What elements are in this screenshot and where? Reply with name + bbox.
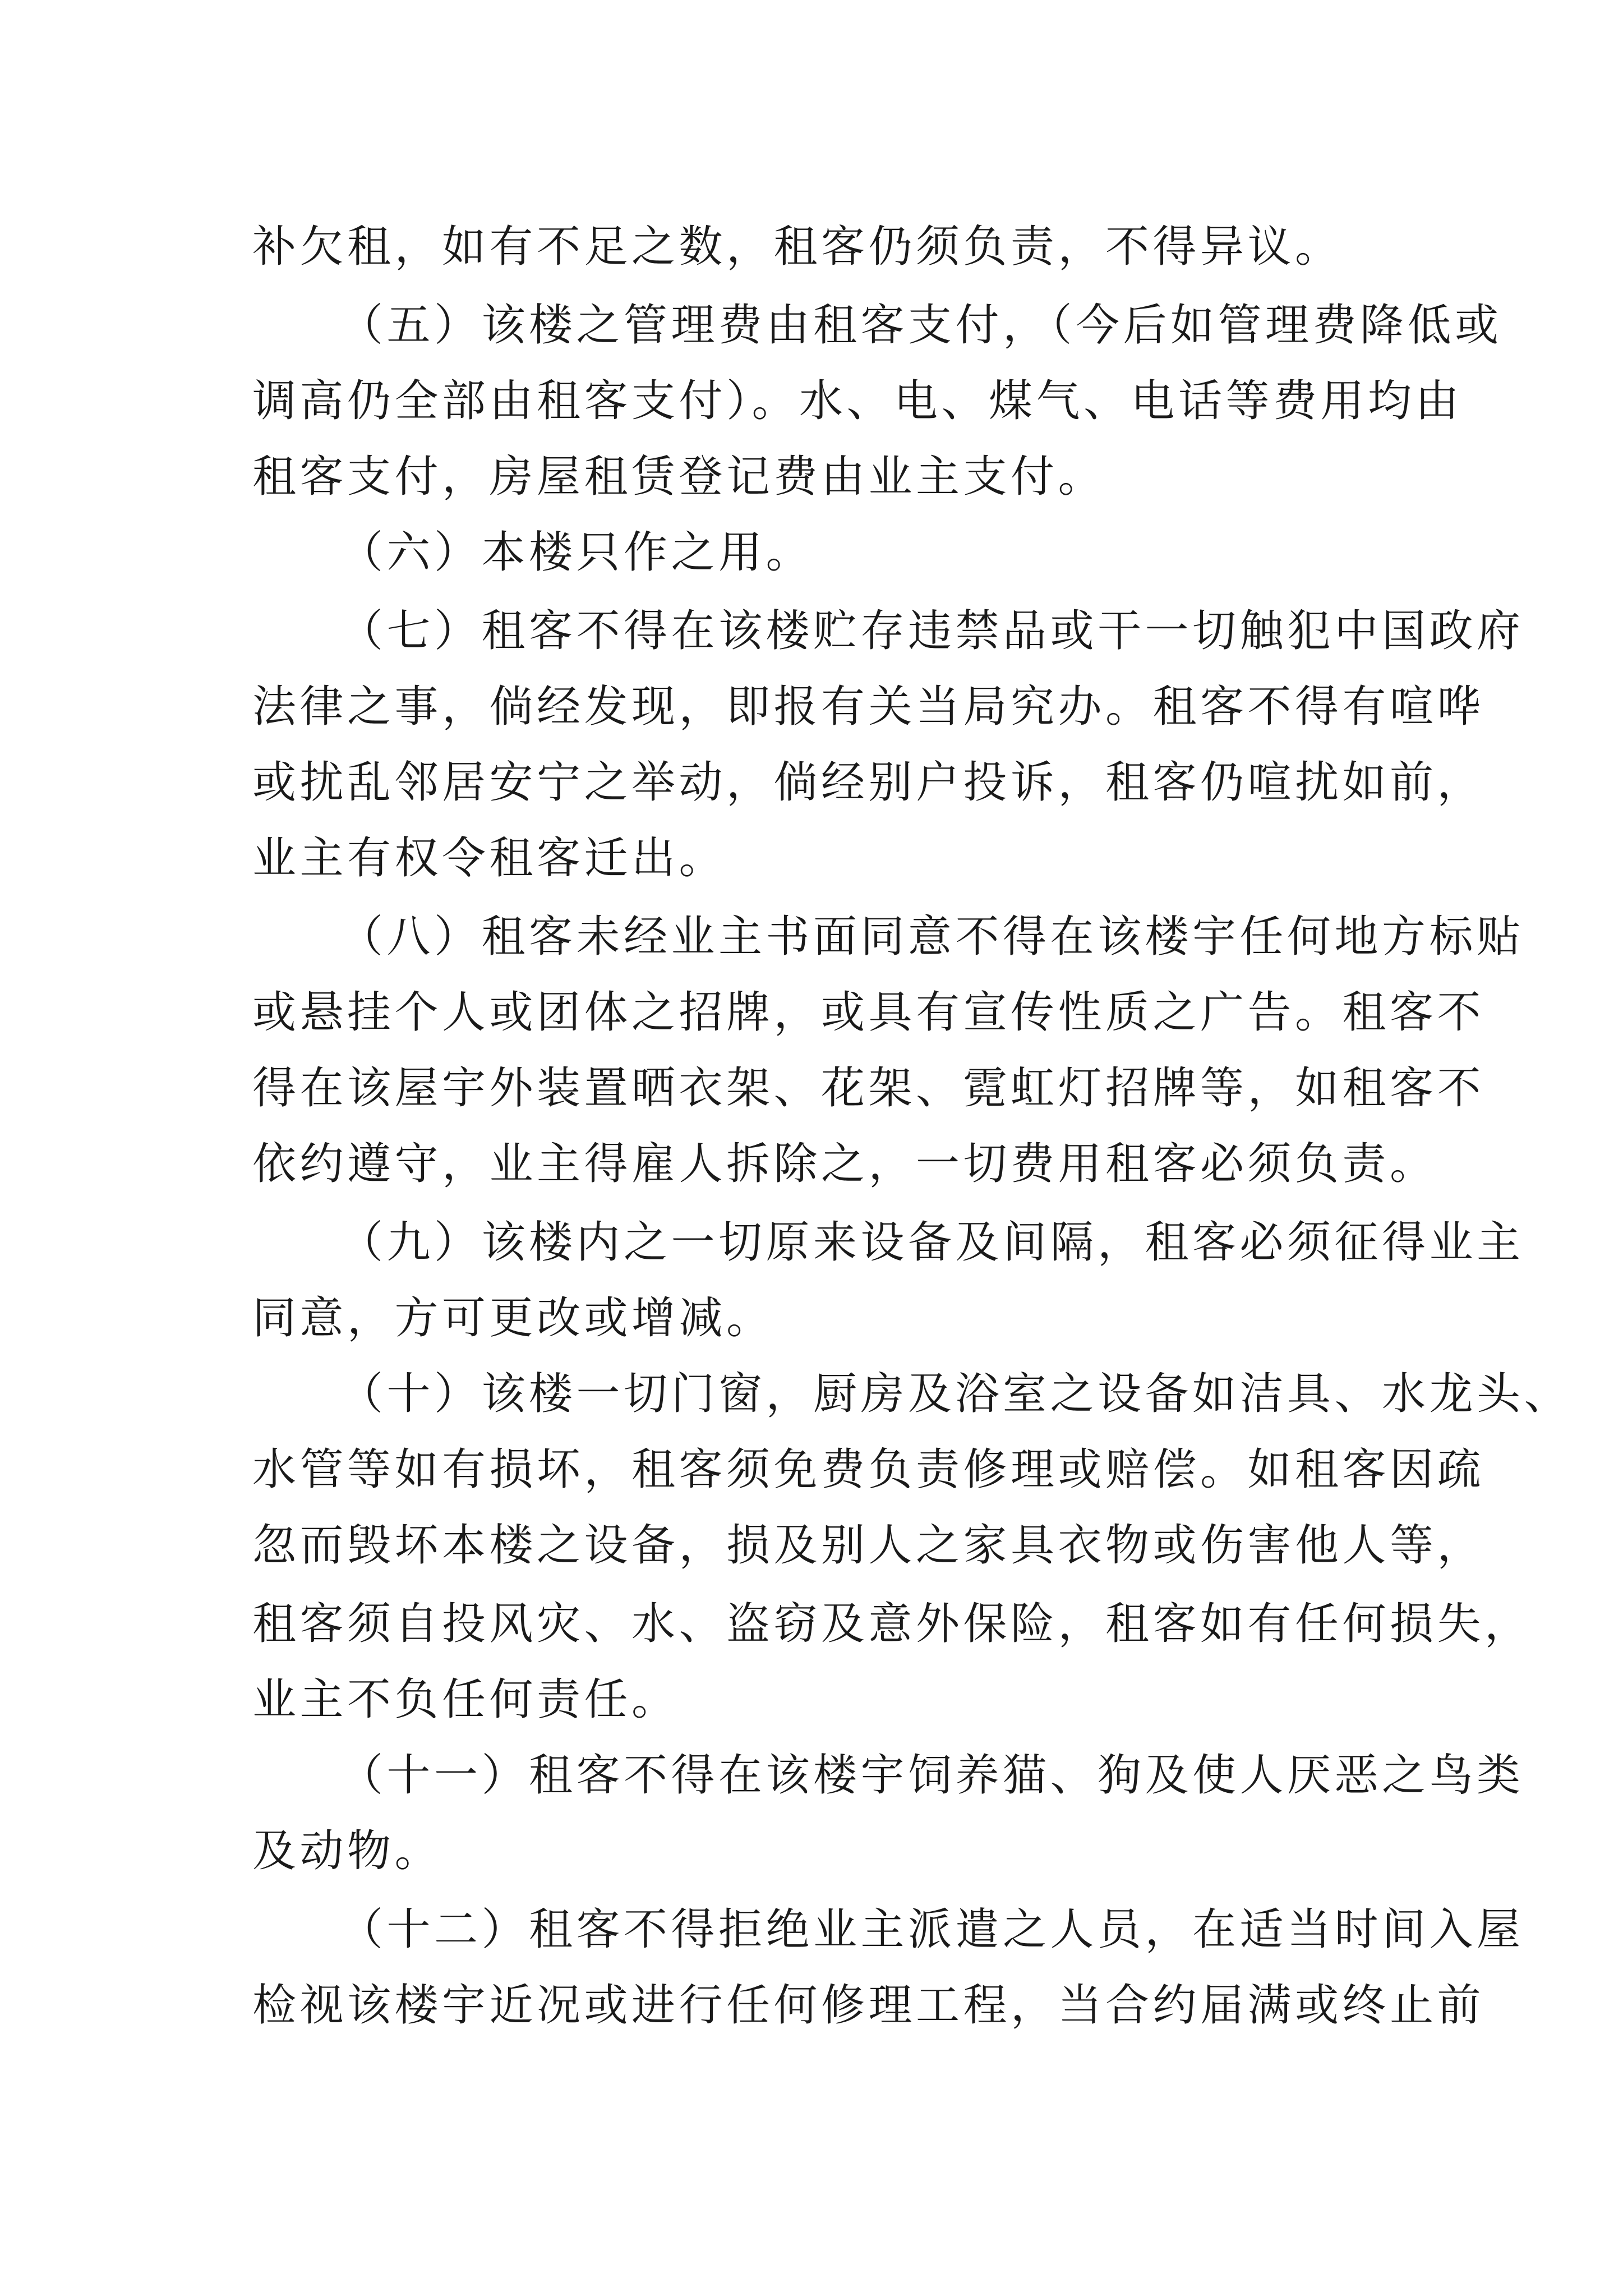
text-line: 调高仍全部由租客支付）。水、电、煤气、电话等费用均由 [252, 376, 1463, 426]
text-line: 业主不负任何责任。 [252, 1674, 679, 1725]
clause-8-line: （八）租客未经业主书面同意不得在该楼宇任何地方标贴 [339, 912, 1524, 962]
clause-11-line: （十一）租客不得在该楼宇饲养猫、狗及使人厌恶之鸟类 [339, 1750, 1524, 1801]
clause-6-line: （六）本楼只作之用。 [339, 527, 814, 578]
text-line: 水管等如有损坏，租客须免费负责修理或赔偿。如租客因疏 [252, 1444, 1485, 1495]
text-line: 忽而毁坏本楼之设备，损及别人之家具衣物或伤害他人等， [252, 1520, 1485, 1571]
text-line: 检视该楼宇近况或进行任何修理工程，当合约届满或终止前 [252, 1980, 1485, 2031]
clause-10-line: （十）该楼一切门窗，厨房及浴室之设备如洁具、水龙头、 [339, 1369, 1572, 1419]
text-line: 或悬挂个人或团体之招牌，或具有宣传性质之广告。租客不 [252, 987, 1485, 1038]
text-line: 法律之事，倘经发现，即报有关当局究办。租客不得有喧哗 [252, 682, 1485, 732]
clause-7-line: （七）租客不得在该楼贮存违禁品或干一切触犯中国政府 [339, 606, 1524, 656]
text-line: 得在该屋宇外装置晒衣架、花架、霓虹灯招牌等，如租客不 [252, 1063, 1485, 1114]
text-line: 业主有权令租客迁出。 [252, 833, 727, 884]
text-line: 同意，方可更改或增减。 [252, 1293, 774, 1343]
text-line: 租客须自投风灾、水、盗窃及意外保险，租客如有任何损失， [252, 1599, 1532, 1649]
clause-9-line: （九）该楼内之一切原来设备及间隔，租客必须征得业主 [339, 1217, 1524, 1268]
clause-5-line: （五）该楼之管理费由租客支付，（今后如管理费降低或 [339, 300, 1502, 351]
text-line: 或扰乱邻居安宁之举动，倘经别户投诉，租客仍喧扰如前， [252, 757, 1485, 808]
text-line: 依约遵守，业主得雇人拆除之，一切费用租客必须负责。 [252, 1139, 1437, 1189]
clause-12-line: （十二）租客不得拒绝业主派遣之人员，在适当时间入屋 [339, 1904, 1524, 1955]
text-line: 补欠租，如有不足之数，租客仍须负责，不得异议。 [252, 222, 1343, 272]
text-line: 及动物。 [252, 1826, 442, 1876]
text-line: 租客支付，房屋租赁登记费由业主支付。 [252, 452, 1106, 502]
